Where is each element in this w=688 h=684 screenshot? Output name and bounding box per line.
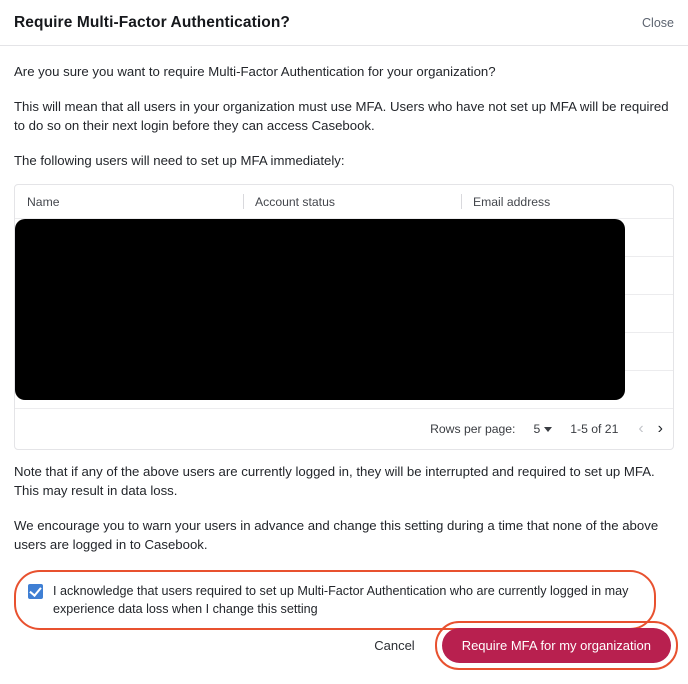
- pagination-range: 1-5 of 21: [570, 422, 619, 436]
- rows-per-page-select[interactable]: [533, 422, 552, 436]
- acknowledge-checkbox[interactable]: [28, 584, 43, 599]
- rows-per-page-label: Rows per page:: [430, 422, 516, 436]
- chevron-down-icon: [544, 427, 552, 432]
- dialog-actions: [360, 621, 678, 670]
- column-header-account-status: Account status: [243, 185, 461, 218]
- mfa-explanation-text: This will mean that all users in your organization must use MFA. Users who have not set up MFA will be required to do so on their next login before they can access Casebook.: [14, 99, 669, 133]
- column-header-email-address: Email address: [461, 185, 673, 218]
- page-title: Require Multi-Factor Authentication?: [14, 13, 290, 31]
- acknowledge-label: I acknowledge that users required to set up Multi-Factor Authentication who are currently logged in may experience data loss when I change this setting: [53, 584, 629, 616]
- primary-action-highlight: [435, 621, 678, 670]
- table-body: [15, 219, 673, 409]
- data-loss-warning-text: Note that if any of the above users are currently logged in, they will be interrupted and required to set up MFA. This may result in data loss.: [14, 464, 655, 498]
- rows-per-page-value: 5: [533, 422, 541, 436]
- redacted-user-data-overlay: [15, 219, 625, 400]
- confirm-question-text: Are you sure you want to require Multi-Factor Authentication for your organization?: [14, 64, 496, 79]
- warn-users-advice-text: We encourage you to warn your users in advance and change this setting during a time that none of the above users are logged in to Casebook.: [14, 518, 659, 552]
- close-button[interactable]: Close: [642, 15, 674, 30]
- dialog-body: [0, 46, 688, 630]
- affected-users-intro-text: The following users will need to set up MFA immediately:: [14, 153, 345, 168]
- previous-page-icon[interactable]: ‹: [638, 420, 644, 437]
- next-page-icon[interactable]: ›: [657, 420, 663, 437]
- table-header-row: [15, 185, 673, 219]
- pagination-controls: [636, 421, 663, 437]
- affected-users-table: [14, 184, 674, 450]
- dialog-header: [0, 0, 688, 46]
- table-pagination: [15, 409, 673, 449]
- cancel-button[interactable]: Cancel: [360, 630, 428, 661]
- column-header-name: Name: [27, 194, 60, 209]
- require-mfa-button[interactable]: Require MFA for my organization: [442, 628, 671, 663]
